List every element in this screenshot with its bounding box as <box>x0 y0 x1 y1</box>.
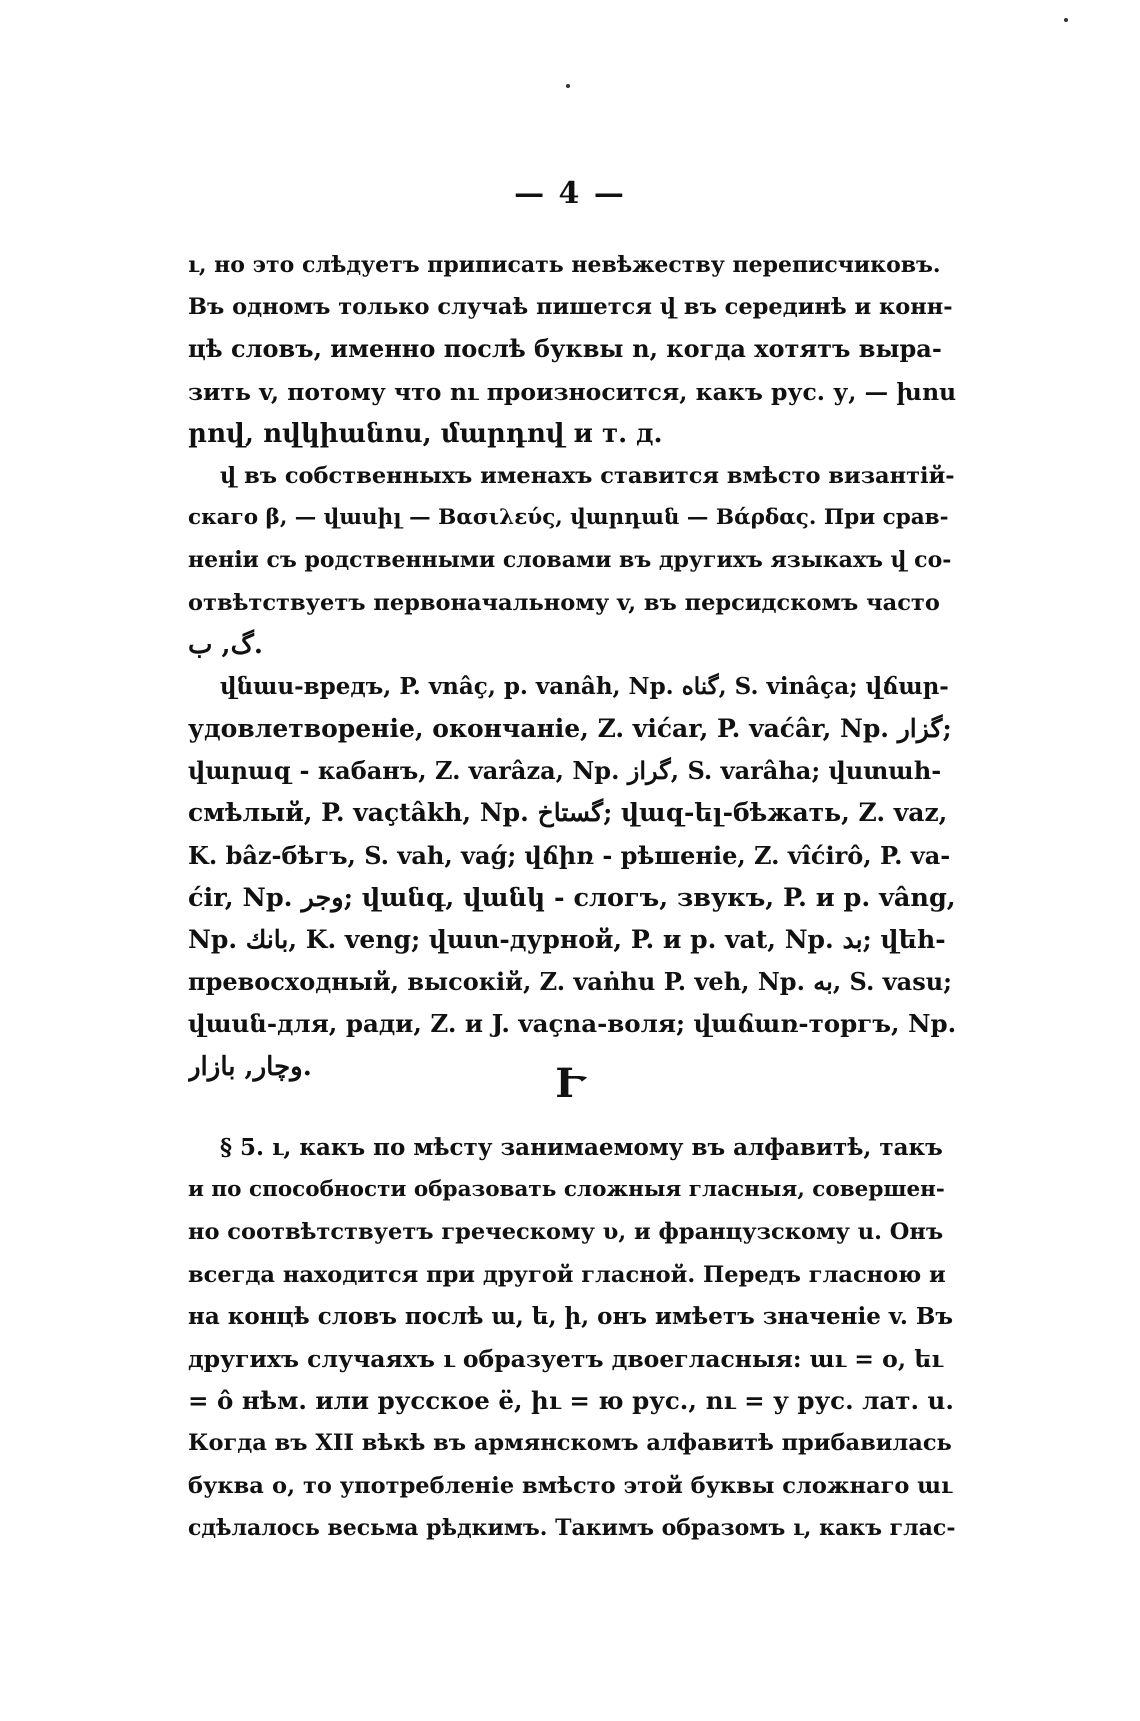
text-line: րով, ովկիանոս, մարդով и т. д. <box>188 418 663 449</box>
text-line: но соотвѣтствуетъ греческому υ, и французскому u. Онъ <box>188 1219 944 1246</box>
text-line: удовлетвореніе, окончаніе, Z. vićar, P. vaćâr, Np. گزار; <box>188 714 952 744</box>
text-line: Np. بانك, K. veng; վատ-дурной, P. и p. vat, Np. بد; վեհ- <box>188 925 946 954</box>
text-line: K. bâz-бѣгъ, S. vah, vaǵ; վճիռ - рѣшеніе, Z. vîćirô, P. va- <box>188 840 951 870</box>
text-line: = ô нѣм. или русское ё, իւ = ю рус., ու = у рус. лат. u. <box>188 1386 954 1416</box>
text-line: смѣлый, P. vaçtâkh, Np. گستاخ; վազ-ել-бѣжать, Z. vaz, <box>188 798 948 828</box>
text-line: وچار, بازار. <box>188 1051 312 1082</box>
page-number: — 4 — <box>514 176 626 211</box>
text-line: всегда находится при другой гласной. Передъ гласною и <box>188 1261 946 1288</box>
text-line: зить v, потому что ու произносится, какъ рус. у, — խոս <box>188 377 956 406</box>
text-line: Въ одномъ только случаѣ пишется վ въ серединѣ и конн- <box>188 294 953 321</box>
text-line: неніи съ родственными словами въ другихъ языкахъ վ со- <box>188 547 952 574</box>
text-line: ւ, но это слѣдуетъ приписать невѣжеству переписчиковъ. <box>188 252 941 278</box>
text-line: скаго β, — վասիլ — Βασιλεύς, վարդան — Βάρδας. При срав- <box>188 505 949 531</box>
text-line: վասն-для, ради, Z. и J. vaçna-воля; վաճառ-торгъ, Np. <box>188 1009 956 1039</box>
text-line: отвѣтствуетъ первоначальному v, въ персидскомъ часто <box>188 589 940 616</box>
speck-2 <box>566 84 570 88</box>
text-line: сдѣлалось весьма рѣдкимъ. Такимъ образомъ ւ, какъ глас- <box>188 1514 956 1541</box>
text-line: превосходный, высокій, Z. vaṅhu P. veh, Np. به, S. vasu; <box>188 967 953 997</box>
section-heading-letter: Ւ <box>555 1060 585 1107</box>
body-text-bottom <box>188 1127 956 1549</box>
text-line: վնաս-вредъ, P. vnâç, p. vanâh, Np. گناه, S. vinâça; վճար- <box>220 672 949 700</box>
text-line: վարազ - кабанъ, Z. varâza, Np. گراز, S. varâha; վստահ- <box>188 756 942 786</box>
speck-1 <box>1064 18 1068 22</box>
text-line: цѣ словъ, именно послѣ буквы ո, когда хотятъ выра- <box>188 334 942 364</box>
text-line: § 5. ւ, какъ по мѣсту занимаемому въ алфавитѣ, такъ <box>220 1134 943 1161</box>
text-line: گ, ب. <box>188 629 263 660</box>
text-line: ćir, Np. وجر; վանգ, վանկ - слогъ, звукъ, P. и p. vâng, <box>188 882 956 913</box>
text-line: и по способности образовать сложныя гласныя, совершен- <box>188 1177 945 1203</box>
text-line: на концѣ словъ послѣ ա, ե, ի, онъ имѣетъ значеніе v. Въ <box>188 1302 953 1330</box>
text-line: другихъ случаяхъ ւ образуетъ двоегласныя: աւ = о, եւ <box>188 1344 943 1373</box>
body-text-top <box>188 244 956 1088</box>
text-line: буква օ, то употребленіе вмѣсто этой буквы сложнаго աւ <box>188 1472 953 1499</box>
text-line: Когда въ XII вѣкѣ въ армянскомъ алфавитѣ прибавилась <box>188 1430 952 1457</box>
text-line: վ въ собственныхъ именахъ ставится вмѣсто византій- <box>220 462 955 489</box>
